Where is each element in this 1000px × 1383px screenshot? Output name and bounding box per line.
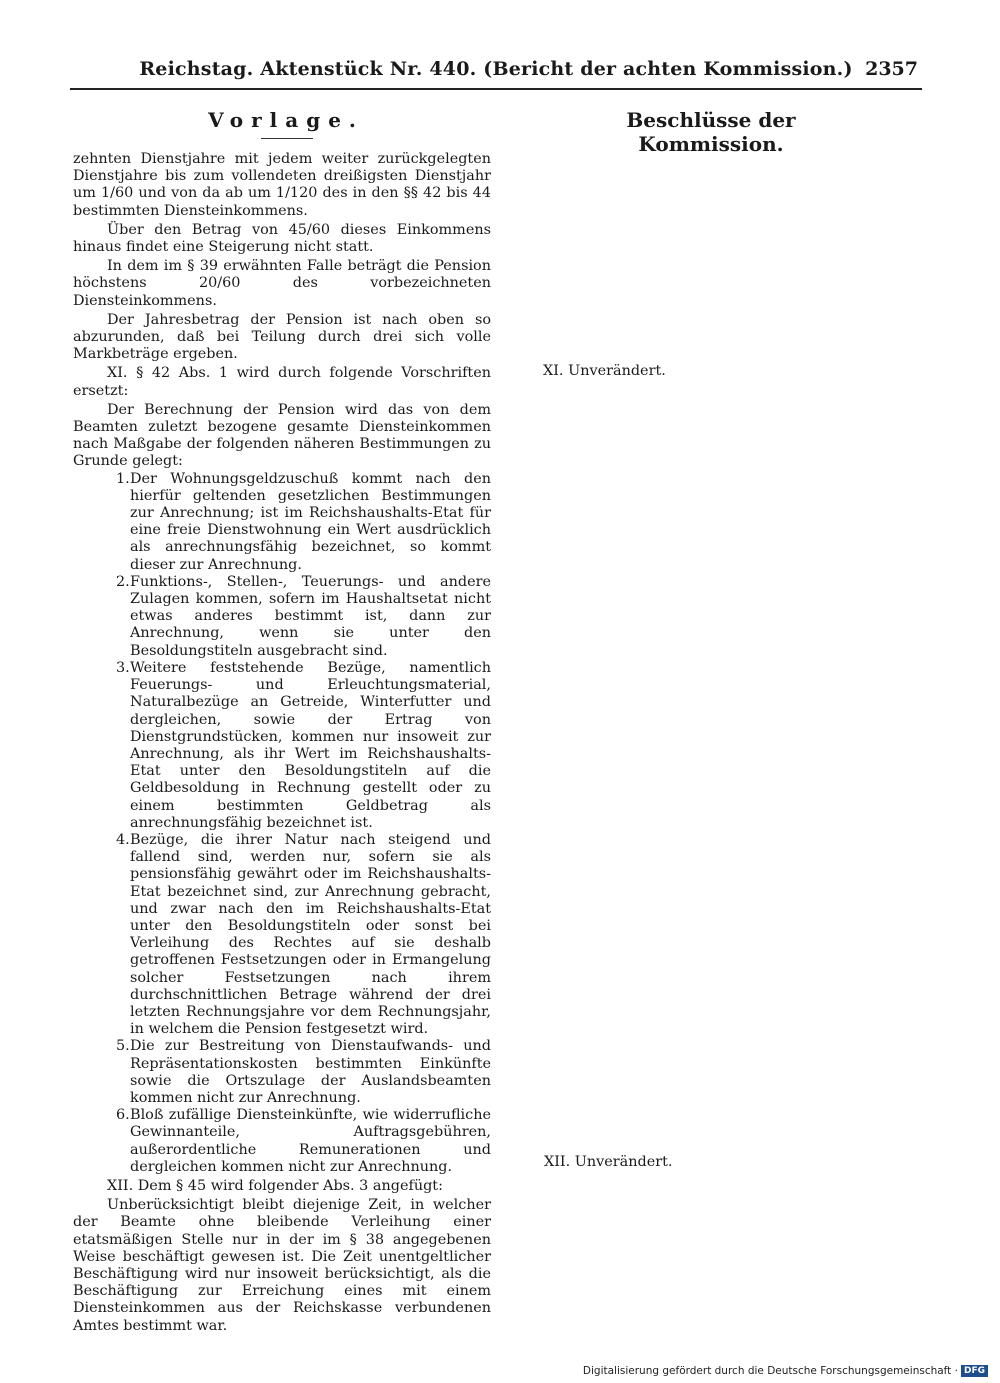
left-column (73, 151, 491, 1335)
paragraph: In dem im § 39 erwähnten Falle beträgt die Pension höchstens 20/60 des vorbezeichneten Diensteinkommens. (73, 258, 491, 309)
paragraph: Über den Betrag von 45/60 dieses Einkommens hinaus findet eine Steigerung nicht statt. (73, 221, 491, 256)
list-item (73, 1038, 491, 1107)
section-xi-intro: XI. § 42 Abs. 1 wird durch folgende Vorschriften ersetzt: (73, 365, 491, 399)
decision-xi: XI. Unverändert. (543, 363, 666, 379)
decision-xii: XII. Unverändert. (544, 1154, 673, 1170)
list-item (73, 574, 491, 660)
page-header (70, 58, 922, 90)
footer-text: Digitalisierung gefördert durch die Deutsche Forschungsgemeinschaft · (582, 1365, 958, 1377)
list-number: 4. (116, 831, 130, 848)
paragraph: zehnten Dienstjahre mit jedem weiter zurückgelegten Dienstjahre bis zum vollendeten dreißigsten Dienstjahr um 1/60 und von da ab um 1/120 des in den §§ 42 bis 44 bestimmten Diensteinkommens. (73, 151, 491, 219)
list-item (73, 471, 491, 574)
list-text: Bezüge, die ihrer Natur nach steigend und fallend sind, werden nur, sofern sie als pensionsfähig gewährt oder im Reichshaushalts-Etat bezeichnet sind, zur Anrechnung gebracht, und zwar nach den im Reichshaushalts-Etat unter den Besoldungstiteln oder sonst bei Verleihung des Rechtes auf sie deshalb getroffenen Festsetzungen oder in Ermangelung solcher Festsetzungen nach ihrem durchschnittlichen Betrage während der drei letzten Rechnungsjahre vor dem Rechnungsjahr, in welchem die Pension festgesetzt wird. (130, 831, 491, 1038)
list-number: 2. (116, 573, 130, 590)
list-text: Die zur Bestreitung von Dienstaufwands- und Repräsentationskosten bestimmten Einkünfte sowie die Ortszulage der Auslandsbeamten kommen nicht zur Anrechnung. (130, 1038, 491, 1106)
paragraph: Der Berechnung der Pension wird das von dem Beamten zuletzt bezogene gesamte Diensteinkommen nach Maßgabe der folgenden näheren Bestimmungen zu Grunde gelegt: (73, 401, 491, 470)
list-number: 5. (116, 1038, 130, 1055)
left-column-heading: Vorlage. (208, 108, 364, 132)
paragraph: Unberücksichtigt bleibt diejenige Zeit, in welcher der Beamte ohne bleibende Verleihung einer etatsmäßigen Stelle nur in der im § 38 angegebenen Weise beschäftigt gewesen ist. Die Zeit unentgeltlicher Beschäftigung wird nur insoweit berücksichtigt, als die Beschäftigung zur Erreichung eines mit einem Diensteinkommen aus der Reichskasse verbundenen Amtes bestimmt war. (73, 1197, 491, 1334)
list-text: Bloß zufällige Diensteinkünfte, wie widerrufliche Gewinnanteile, Auftragsgebühren, außerordentliche Remunerationen und dergleichen kommen nicht zur Anrechnung. (130, 1107, 491, 1175)
list-number: 6. (116, 1107, 130, 1124)
list-item (73, 1107, 491, 1176)
provision-list (73, 471, 491, 1176)
dfg-logo: DFG (961, 1365, 988, 1377)
list-item (73, 832, 491, 1038)
section-xii-intro: XII. Dem § 45 wird folgender Abs. 3 angefügt: (107, 1177, 443, 1194)
list-text: Der Wohnungsgeldzuschuß kommt nach den hierfür geltenden gesetzlichen Bestimmungen zur Anrechnung; ist im Reichshaushalts-Etat für eine freie Dienstwohnung ein Wert ausdrücklich als anrechnungsfähig bezeichnet, so kommt dieser zur Anrechnung. (130, 470, 491, 573)
list-text: Weitere feststehende Bezüge, namentlich Feuerungs- und Erleuchtungsmaterial, Naturalbezüge an Getreide, Winterfutter und dergleichen, sowie der Ertrag von Dienstgrundstücken, kommen nur insoweit zur Anrechnung, als ihr Wert im Reichshaushalts-Etat unter den Besoldungstiteln auf die Geldbesoldung in Rechnung gestellt oder zu einem bestimmten Geldbetrag als anrechnungsfähig bezeichnet ist. (130, 659, 491, 831)
footer-credit (583, 1365, 988, 1377)
list-item (73, 660, 491, 832)
running-title: Reichstag. Aktenstück Nr. 440. (Bericht der achten Kommission.) (139, 58, 853, 80)
list-number: 3. (116, 659, 130, 676)
list-text: Funktions-, Stellen-, Teuerungs- und andere Zulagen kommen, sofern im Haushaltsetat nicht etwas anderes bestimmt ist, dann zur Anrechnung, wenn sie unter den Besoldungstiteln ausgebracht sind. (130, 573, 491, 659)
page-number: 2357 (865, 58, 918, 80)
right-column-heading: Beschlüsse der Kommission. (626, 108, 796, 156)
heading-rule (261, 138, 313, 139)
paragraph: Der Jahresbetrag der Pension ist nach oben so abzurunden, daß bei Teilung durch drei sich volle Markbeträge ergeben. (73, 311, 491, 363)
list-number: 1. (116, 470, 130, 487)
